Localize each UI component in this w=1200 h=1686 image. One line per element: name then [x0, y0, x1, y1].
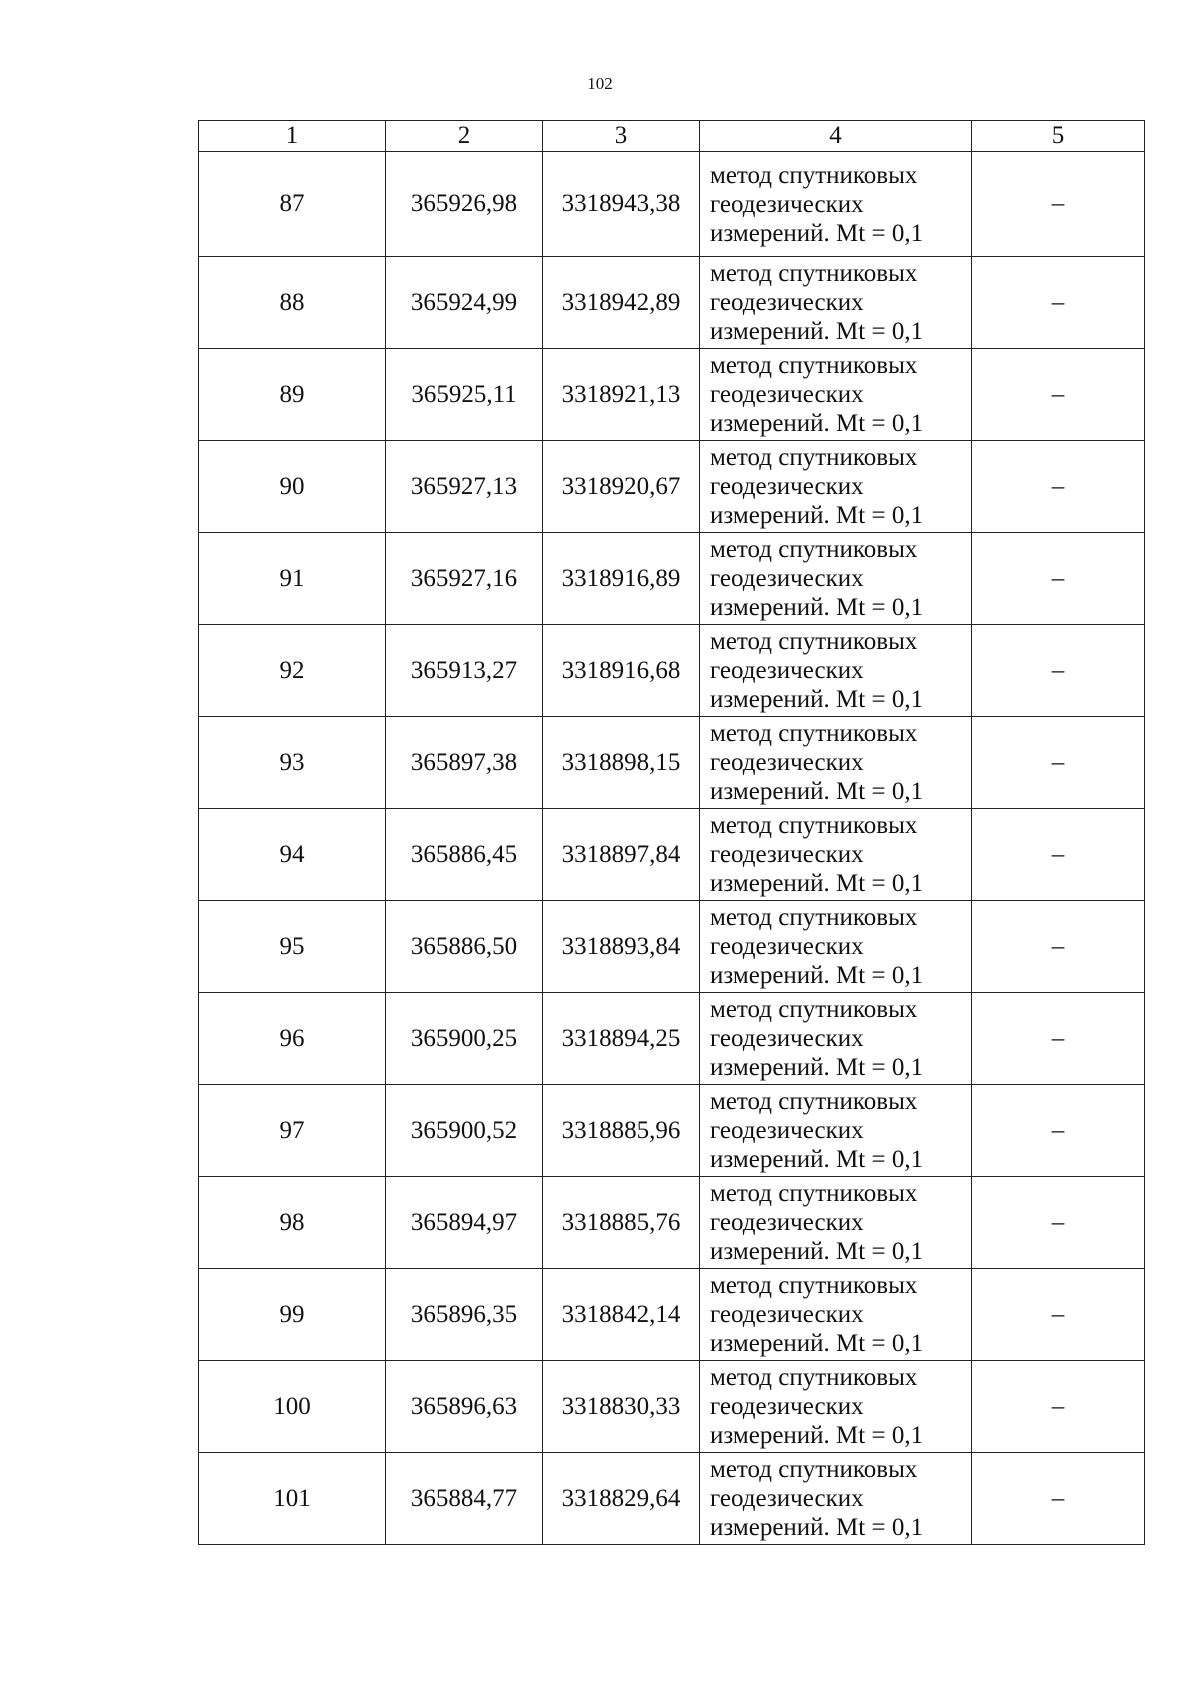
method-text-line: геодезических [710, 473, 864, 500]
y-coordinate-cell: 3318920,67 [543, 441, 700, 533]
method-text-line: измерений. Mt = 0,1 [710, 778, 924, 805]
header-col-3: 3 [543, 121, 700, 152]
table-row [199, 1453, 1145, 1545]
coordinates-table [198, 120, 1145, 1545]
note-cell: – [972, 993, 1145, 1085]
note-cell: – [972, 349, 1145, 441]
x-coordinate-cell: 365886,50 [386, 901, 543, 993]
method-text-line: геодезических [710, 1485, 864, 1512]
x-coordinate-cell: 365927,16 [386, 533, 543, 625]
table-body [199, 152, 1145, 1545]
method-text-line: метод спутниковых [710, 260, 918, 287]
note-cell: – [972, 717, 1145, 809]
table-row [199, 993, 1145, 1085]
method-text-line: геодезических [710, 1209, 864, 1236]
y-coordinate-cell: 3318830,33 [543, 1361, 700, 1453]
x-coordinate-cell: 365926,98 [386, 152, 543, 257]
method-cell [700, 901, 972, 993]
method-text-line: метод спутниковых [710, 444, 918, 471]
method-cell [700, 533, 972, 625]
y-coordinate-cell: 3318897,84 [543, 809, 700, 901]
header-row [199, 121, 1145, 152]
y-coordinate-cell: 3318942,89 [543, 257, 700, 349]
y-coordinate-cell: 3318885,76 [543, 1177, 700, 1269]
method-text-line: геодезических [710, 657, 864, 684]
point-number-cell: 87 [199, 152, 386, 257]
note-cell: – [972, 1177, 1145, 1269]
y-coordinate-cell: 3318893,84 [543, 901, 700, 993]
method-text-line: измерений. Mt = 0,1 [710, 1238, 924, 1265]
method-cell [700, 152, 972, 257]
x-coordinate-cell: 365884,77 [386, 1453, 543, 1545]
method-text-line: метод спутниковых [710, 1088, 918, 1115]
method-cell [700, 349, 972, 441]
method-cell [700, 1269, 972, 1361]
method-text-line: геодезических [710, 1117, 864, 1144]
note-cell: – [972, 1269, 1145, 1361]
method-text-line: метод спутниковых [710, 536, 918, 563]
table-row [199, 901, 1145, 993]
table-row [199, 1361, 1145, 1453]
point-number-cell: 100 [199, 1361, 386, 1453]
point-number-cell: 88 [199, 257, 386, 349]
method-cell [700, 1085, 972, 1177]
method-text-line: метод спутниковых [710, 1180, 918, 1207]
method-text-line: измерений. Mt = 0,1 [710, 219, 924, 247]
x-coordinate-cell: 365925,11 [386, 349, 543, 441]
method-text-line: геодезических [710, 1025, 864, 1052]
method-text-line: измерений. Mt = 0,1 [710, 1422, 924, 1449]
method-cell [700, 1453, 972, 1545]
method-text-line: геодезических [710, 565, 864, 592]
method-text-line: измерений. Mt = 0,1 [710, 870, 924, 897]
method-text-line: измерений. Mt = 0,1 [710, 1330, 924, 1357]
method-cell [700, 1177, 972, 1269]
note-cell: – [972, 901, 1145, 993]
y-coordinate-cell: 3318898,15 [543, 717, 700, 809]
note-cell: – [972, 441, 1145, 533]
x-coordinate-cell: 365886,45 [386, 809, 543, 901]
point-number-cell: 93 [199, 717, 386, 809]
point-number-cell: 101 [199, 1453, 386, 1545]
x-coordinate-cell: 365924,99 [386, 257, 543, 349]
table-row [199, 809, 1145, 901]
x-coordinate-cell: 365894,97 [386, 1177, 543, 1269]
method-cell [700, 993, 972, 1085]
method-text-line: метод спутниковых [710, 161, 918, 189]
method-text-line: измерений. Mt = 0,1 [710, 686, 924, 713]
note-cell: – [972, 152, 1145, 257]
method-cell [700, 441, 972, 533]
note-cell: – [972, 257, 1145, 349]
y-coordinate-cell: 3318885,96 [543, 1085, 700, 1177]
method-text-line: метод спутниковых [710, 904, 918, 931]
header-col-1: 1 [199, 121, 386, 152]
method-text-line: геодезических [710, 749, 864, 776]
table-row [199, 625, 1145, 717]
method-text-line: геодезических [710, 933, 864, 960]
table-row [199, 1269, 1145, 1361]
method-text-line: метод спутниковых [710, 1456, 918, 1483]
x-coordinate-cell: 365896,35 [386, 1269, 543, 1361]
point-number-cell: 92 [199, 625, 386, 717]
method-text-line: метод спутниковых [710, 352, 918, 379]
table-header [199, 121, 1145, 152]
x-coordinate-cell: 365900,52 [386, 1085, 543, 1177]
method-text-line: геодезических [710, 1393, 864, 1420]
table-row [199, 1177, 1145, 1269]
point-number-cell: 98 [199, 1177, 386, 1269]
point-number-cell: 99 [199, 1269, 386, 1361]
method-text-line: измерений. Mt = 0,1 [710, 1054, 924, 1081]
y-coordinate-cell: 3318916,89 [543, 533, 700, 625]
note-cell: – [972, 533, 1145, 625]
note-cell: – [972, 809, 1145, 901]
header-col-4: 4 [700, 121, 972, 152]
note-cell: – [972, 1453, 1145, 1545]
method-text-line: метод спутниковых [710, 1272, 918, 1299]
method-text-line: метод спутниковых [710, 812, 918, 839]
y-coordinate-cell: 3318842,14 [543, 1269, 700, 1361]
note-cell: – [972, 625, 1145, 717]
point-number-cell: 89 [199, 349, 386, 441]
table-row [199, 533, 1145, 625]
note-cell: – [972, 1361, 1145, 1453]
header-col-5: 5 [972, 121, 1145, 152]
table-row [199, 1085, 1145, 1177]
method-text-line: метод спутниковых [710, 720, 918, 747]
method-cell [700, 257, 972, 349]
x-coordinate-cell: 365897,38 [386, 717, 543, 809]
point-number-cell: 94 [199, 809, 386, 901]
y-coordinate-cell: 3318894,25 [543, 993, 700, 1085]
table-row [199, 257, 1145, 349]
page-number: 102 [587, 74, 613, 93]
method-text-line: геодезических [710, 190, 864, 218]
y-coordinate-cell: 3318943,38 [543, 152, 700, 257]
y-coordinate-cell: 3318916,68 [543, 625, 700, 717]
point-number-cell: 90 [199, 441, 386, 533]
method-text-line: геодезических [710, 289, 864, 316]
x-coordinate-cell: 365900,25 [386, 993, 543, 1085]
method-cell [700, 625, 972, 717]
method-text-line: измерений. Mt = 0,1 [710, 318, 924, 345]
table-row [199, 152, 1145, 257]
method-cell [700, 1361, 972, 1453]
method-text-line: измерений. Mt = 0,1 [710, 962, 924, 989]
table-row [199, 349, 1145, 441]
x-coordinate-cell: 365896,63 [386, 1361, 543, 1453]
point-number-cell: 96 [199, 993, 386, 1085]
method-text-line: метод спутниковых [710, 628, 918, 655]
method-cell [700, 717, 972, 809]
method-text-line: метод спутниковых [710, 996, 918, 1023]
table-row [199, 441, 1145, 533]
method-text-line: измерений. Mt = 0,1 [710, 410, 924, 437]
method-cell [700, 809, 972, 901]
method-text-line: измерений. Mt = 0,1 [710, 1146, 924, 1173]
table-row [199, 717, 1145, 809]
point-number-cell: 97 [199, 1085, 386, 1177]
method-text-line: геодезических [710, 841, 864, 868]
y-coordinate-cell: 3318829,64 [543, 1453, 700, 1545]
method-text-line: метод спутниковых [710, 1364, 918, 1391]
x-coordinate-cell: 365913,27 [386, 625, 543, 717]
method-text-line: геодезических [710, 381, 864, 408]
method-text-line: измерений. Mt = 0,1 [710, 502, 924, 529]
method-text-line: измерений. Mt = 0,1 [710, 1514, 924, 1541]
method-text-line: геодезических [710, 1301, 864, 1328]
y-coordinate-cell: 3318921,13 [543, 349, 700, 441]
point-number-cell: 95 [199, 901, 386, 993]
header-col-2: 2 [386, 121, 543, 152]
x-coordinate-cell: 365927,13 [386, 441, 543, 533]
point-number-cell: 91 [199, 533, 386, 625]
method-text-line: измерений. Mt = 0,1 [710, 594, 924, 621]
note-cell: – [972, 1085, 1145, 1177]
